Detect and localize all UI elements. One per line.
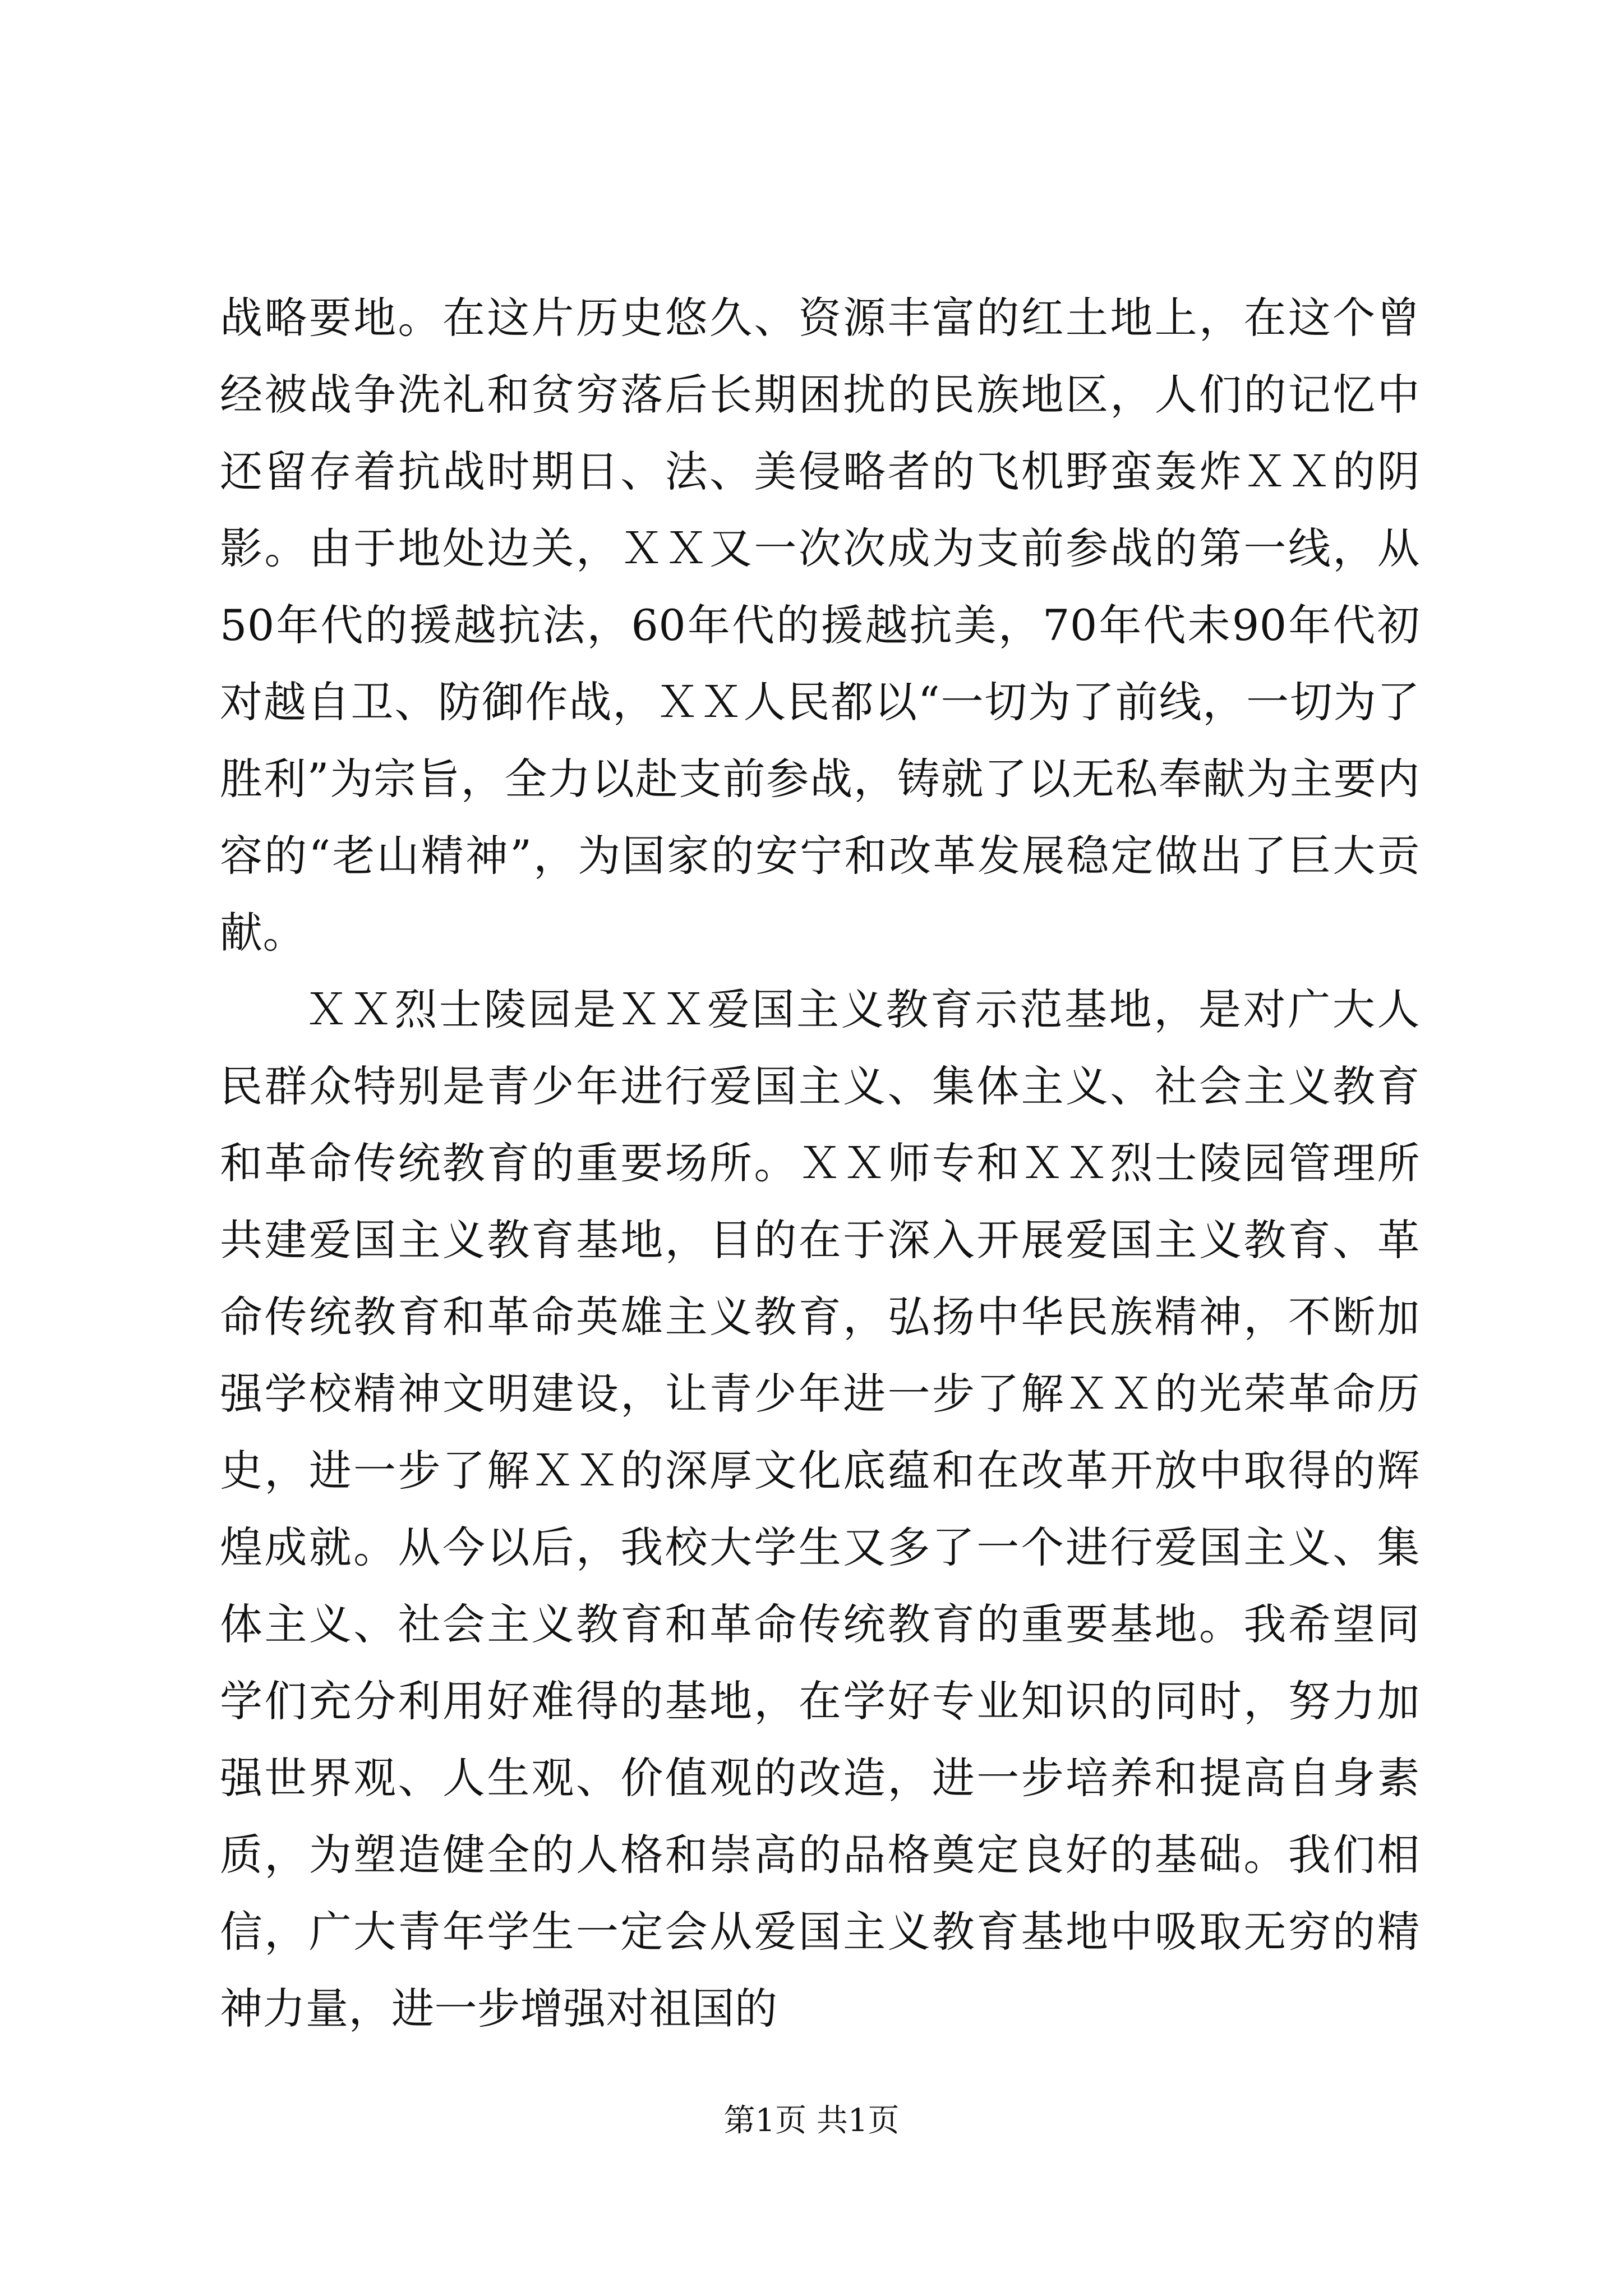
paragraph-1: 战略要地。在这片历史悠久、资源丰富的红土地上，在这个曾经被战争洗礼和贫穷落后长期困扰的民族地区，人们的记忆中还留存着抗战时期日、法、美侵略者的飞机野蛮轰炸ＸＸ的阴影。由于地处边关，ＸＸ又一次次成为支前参战的第一线，从50年代的援越抗法，60年代的援越抗美，70年代未90年代初对越自卫、防御作战，ＸＸ人民都以“一切为了前线，一切为了胜利”为宗旨，全力以赴支前参战，铸就了以无私奉献为主要内容的“老山精神”，为国家的安宁和改革发展稳定做出了巨大贡献。 [220,293,1420,958]
document-body [220,279,1420,2047]
page-footer: 第1页 共1页 [723,2102,900,2139]
paragraph-2: ＸＸ烈士陵园是ＸＸ爱国主义教育示范基地，是对广大人民群众特别是青少年进行爱国主义、集体主义、社会主义教育和革命传统教育的重要场所。ＸＸ师专和ＸＸ烈士陵园管理所共建爱国主义教育基地，目的在于深入开展爱国主义教育、革命传统教育和革命英雄主义教育，弘扬中华民族精神，不断加强学校精神文明建设，让青少年进一步了解ＸＸ的光荣革命历史，进一步了解ＸＸ的深厚文化底蕴和在改革开放中取得的辉煌成就。从今以后，我校大学生又多了一个进行爱国主义、集体主义、社会主义教育和革命传统教育的重要基地。我希望同学们充分利用好难得的基地，在学好专业知识的同时，努力加强世界观、人生观、价值观的改造，进一步培养和提高自身素质，为塑造健全的人格和崇高的品格奠定良好的基础。我们相信，广大青年学生一定会从爱国主义教育基地中吸取无穷的精神力量，进一步增强对祖国的 [220,984,1420,2033]
